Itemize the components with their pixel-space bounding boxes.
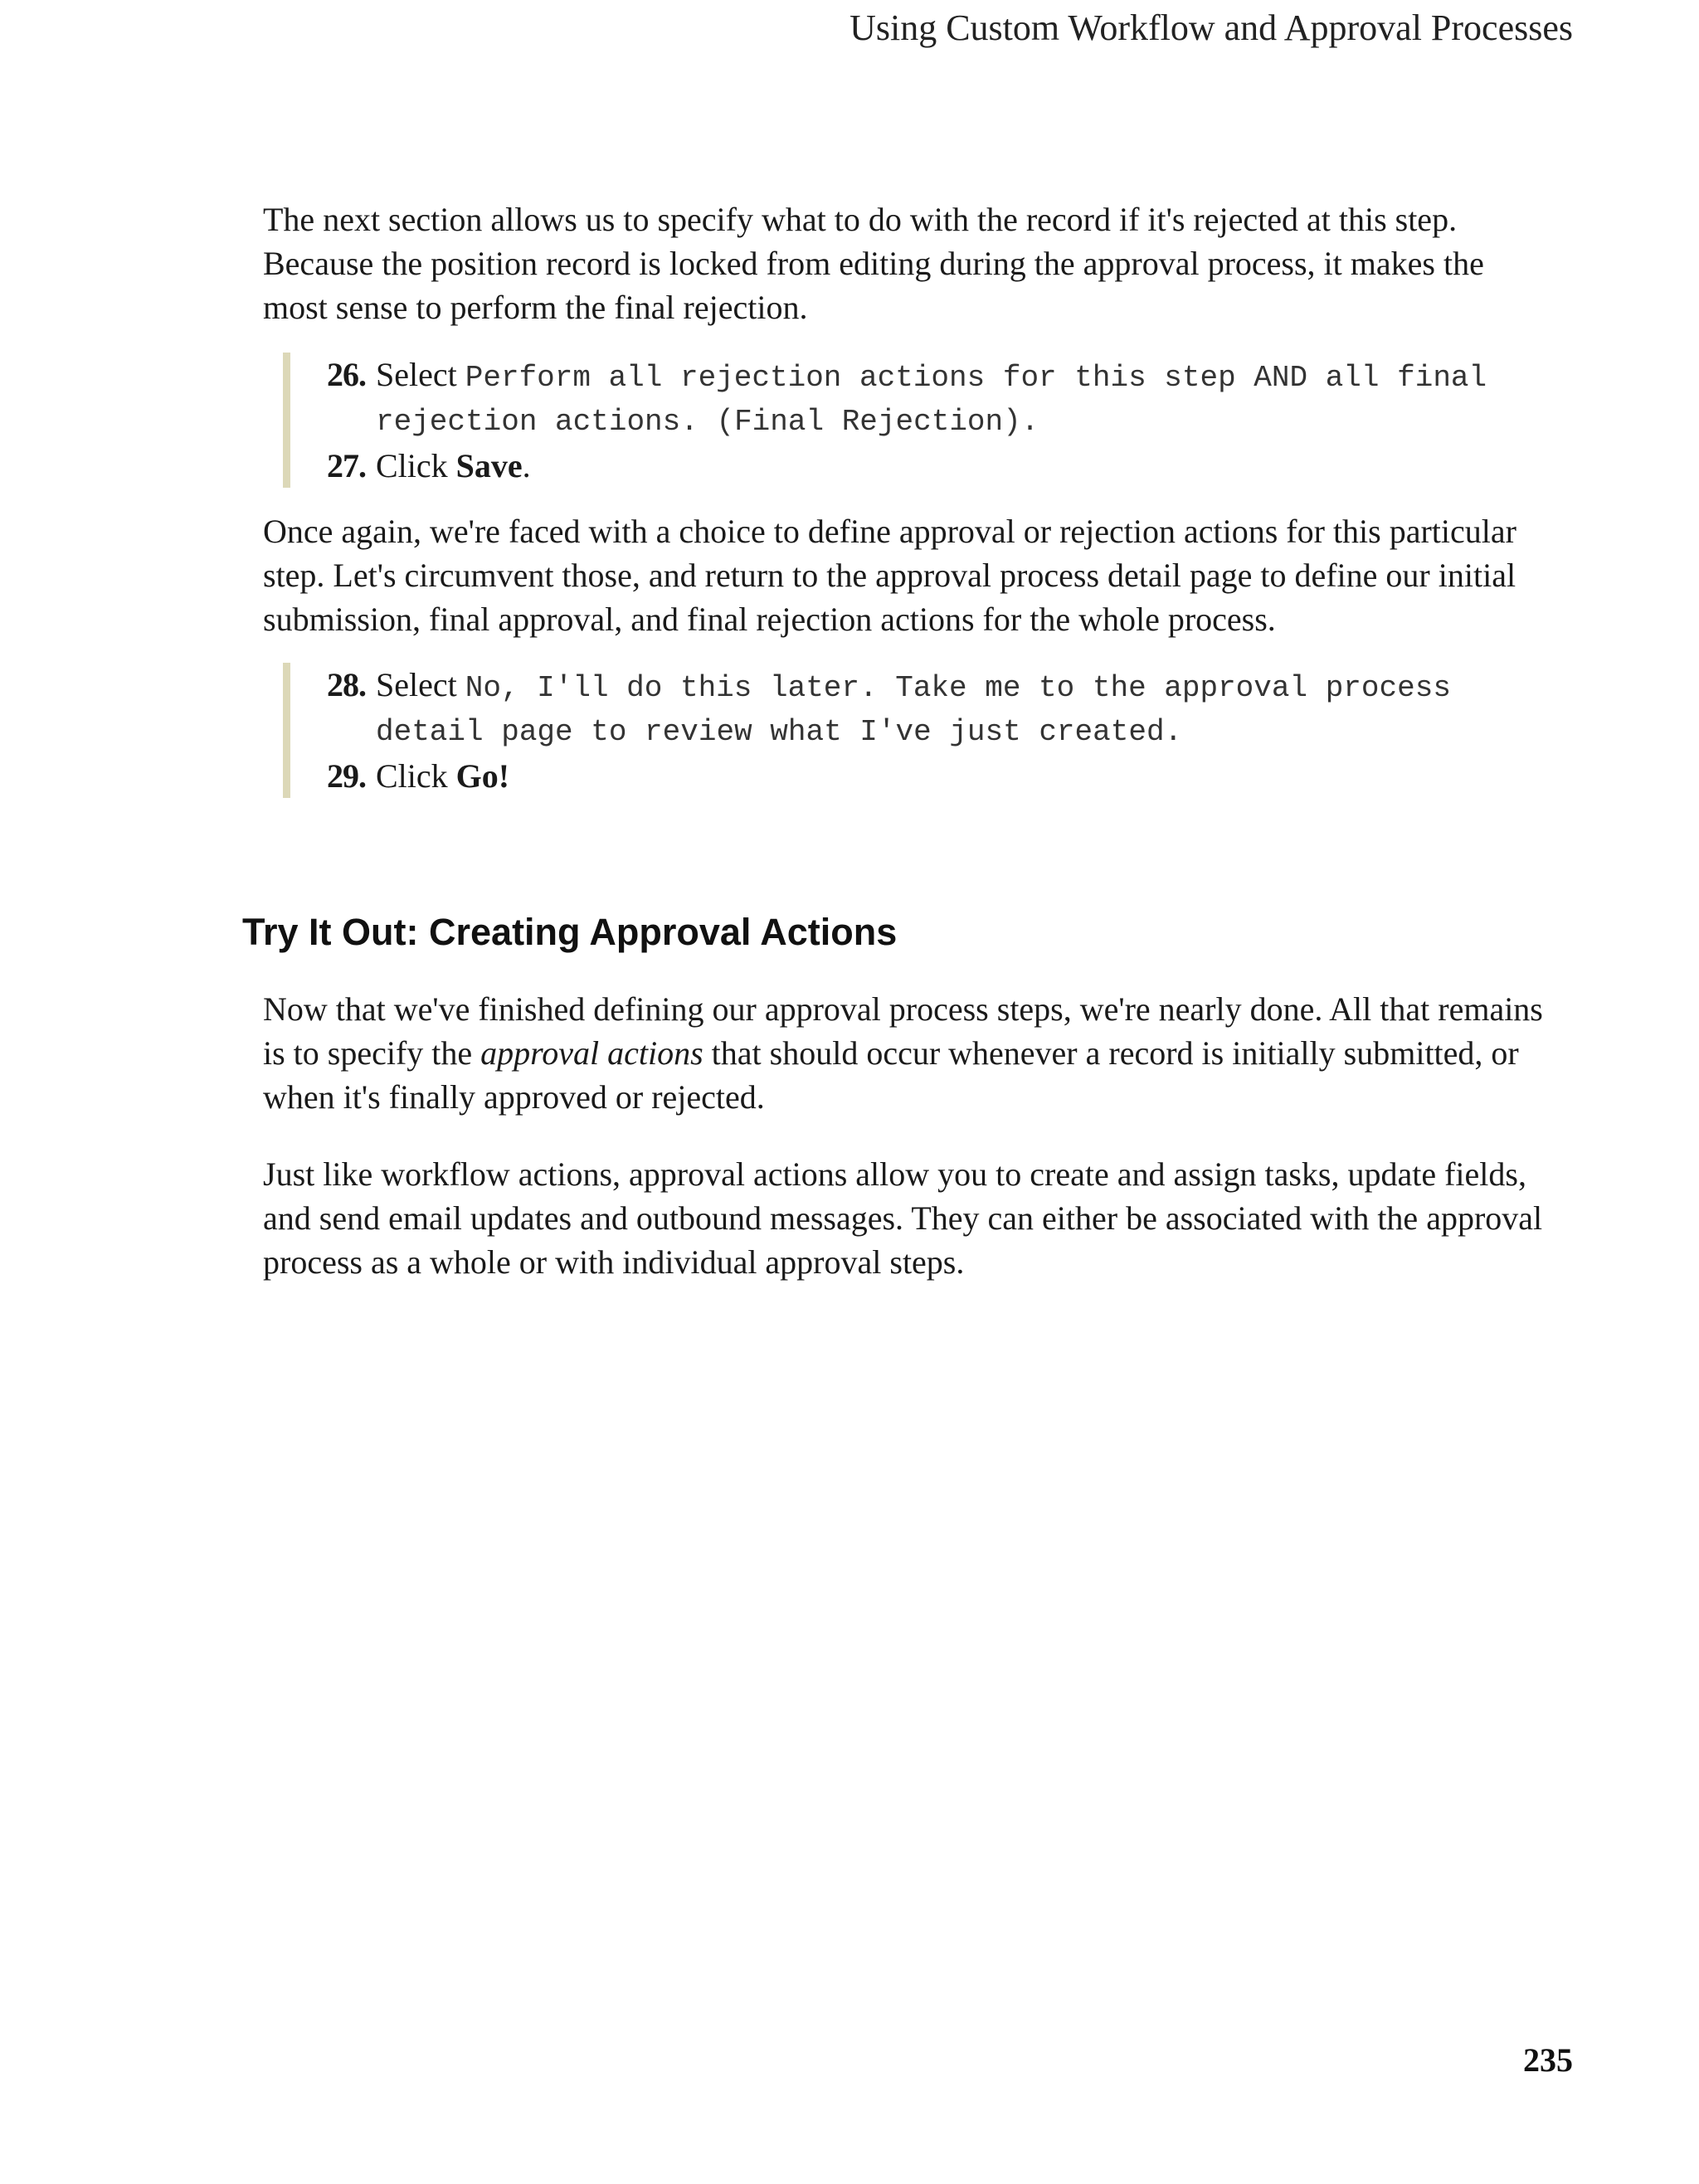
step-number: 27. <box>327 447 366 484</box>
step-28 <box>327 663 1541 754</box>
text-fragment: is to specify the <box>263 1034 481 1072</box>
step-text: Select <box>376 356 465 393</box>
text-line: most sense to perform the final rejection. <box>263 289 808 326</box>
step-number: 26. <box>327 356 366 393</box>
paragraph-approval-actions <box>263 987 1541 1119</box>
running-head: Using Custom Workflow and Approval Processes <box>850 7 1573 48</box>
text-line: Because the position record is locked from editing during the approval process, it makes the <box>263 245 1484 282</box>
steps-block-26-27 <box>283 353 1541 488</box>
paragraph-rejection-intro <box>263 197 1541 329</box>
text-line: process as a whole or with individual approval steps. <box>263 1243 965 1281</box>
body-top <box>263 197 1541 798</box>
step-bold-term: Save <box>455 447 523 484</box>
step-code-continued: rejection actions. (Final Rejection). <box>376 405 1039 439</box>
step-code: No, I'll do this later. Take me to the approval process <box>465 671 1451 705</box>
page-number: 235 <box>1523 2041 1573 2079</box>
section-heading: Try It Out: Creating Approval Actions <box>242 911 898 953</box>
text-line: The next section allows us to specify what to do with the record if it's rejected at this step. <box>263 201 1458 238</box>
step-code-continued: detail page to review what I've just created. <box>376 715 1183 749</box>
step-bold-term: Go! <box>455 757 510 795</box>
text-line: submission, final approval, and final rejection actions for the whole process. <box>263 601 1276 638</box>
text-line <box>263 1031 1541 1075</box>
italic-term: approval actions <box>480 1034 703 1072</box>
step-code: Perform all rejection actions for this step AND all final <box>465 361 1487 395</box>
step-27 <box>327 444 1541 488</box>
step-26 <box>327 353 1541 444</box>
text-line: Once again, we're faced with a choice to define approval or rejection actions for this particular <box>263 513 1516 550</box>
text-line: Now that we've finished defining our approval process steps, we're nearly done. All that remains <box>263 990 1543 1028</box>
step-number: 28. <box>327 666 366 703</box>
text-line: Just like workflow actions, approval actions allow you to create and assign tasks, update fields, <box>263 1155 1526 1193</box>
text-line: and send email updates and outbound messages. They can either be associated with the approval <box>263 1199 1543 1237</box>
step-text: Select <box>376 666 465 703</box>
paragraph-choice <box>263 509 1541 641</box>
step-29 <box>327 754 1541 798</box>
text-fragment: that should occur whenever a record is initially submitted, or <box>703 1034 1519 1072</box>
paragraph-workflow-comparison <box>263 1152 1541 1284</box>
step-text: Click <box>376 447 456 484</box>
step-punctuation: . <box>522 447 531 484</box>
steps-block-28-29 <box>283 663 1541 798</box>
step-number: 29. <box>327 757 366 795</box>
text-line: when it's finally approved or rejected. <box>263 1078 765 1116</box>
body-bottom <box>263 987 1541 1284</box>
step-text: Click <box>376 757 456 795</box>
text-line: step. Let's circumvent those, and return to the approval process detail page to define our initial <box>263 557 1516 594</box>
